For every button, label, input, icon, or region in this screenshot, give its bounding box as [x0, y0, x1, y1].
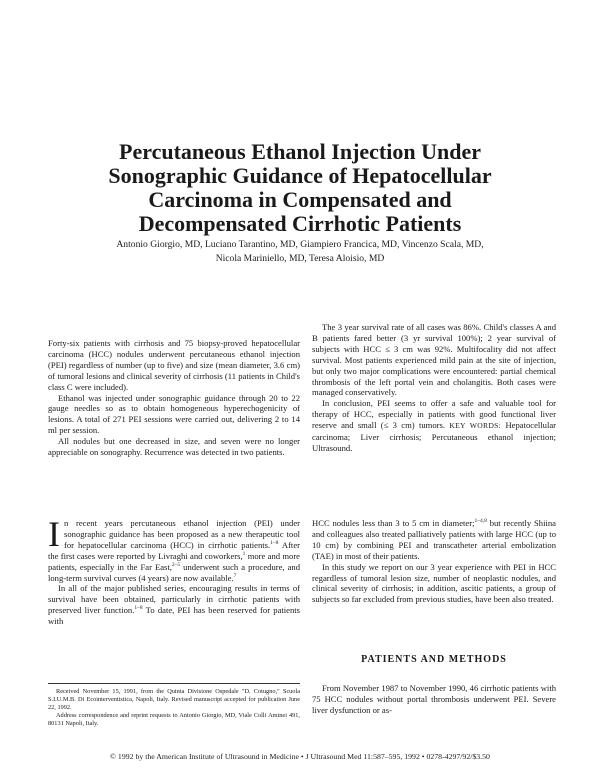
citation: 1–8: [270, 539, 279, 546]
body-text: HCC nodules less than 3 to 5 cm in diameter;: [312, 518, 475, 528]
drop-cap: I: [48, 514, 60, 554]
body-right-column: [312, 518, 556, 605]
methods-column: [312, 683, 556, 716]
section-heading: PATIENTS AND METHODS: [361, 654, 507, 665]
body-text: but recently Shiina and colleagues also treated palliatively patients with large HCC (up to 10 cm) by combining PEI and transcatheter arterial embolization (TAE) in most of their patients.: [312, 518, 556, 561]
title-line: Decompensated Cirrhotic Patients: [138, 211, 462, 236]
page-footer: © 1992 by the American Institute of Ultrasound in Medicine • J Ultrasound Med 11:587–595, 1992 • 0278-4297/92/$3.50: [110, 752, 490, 761]
keywords-text: Hepatocellular carcinoma; Liver cirrhosis; Percutaneous ethanol injection; Ultrasound.: [312, 420, 557, 453]
author-line: Nicola Mariniello, MD, Teresa Aloisio, MD: [215, 253, 385, 264]
body-text: n recent years percutaneous ethanol injection (PEI) under sonographic guidance has been proposed as a new therapeutic tool for hepatocellular carcinoma (HCC) in cirrhotic patients.: [64, 518, 300, 550]
abstract-paragraph: All nodules but one decreased in size, and seven were no longer appreciable on sonography. Recurrence was detected in two patients.: [48, 436, 300, 458]
title-line: Carcinoma in Compensated and: [148, 187, 452, 212]
abstract-left-column: [48, 338, 300, 458]
body-text: underwent such a procedure, and long-term survival curves (4 years) are now available.: [48, 561, 300, 583]
abstract-paragraph: Ethanol was injected under sonographic guidance through 20 to 22 gauge needles so as to obtain homogeneous hyperechogenicity of lesions. A total of 271 PEI sessions were carried out, delivering 2 to 14 ml per session.: [48, 392, 300, 436]
footnote: Address correspondence and reprint requests to Antonio Giorgio, MD, Viale Colli Aminei 491, 80131 Napoli, Italy.: [48, 712, 300, 727]
body-left-column: [48, 514, 301, 627]
footnotes: [48, 683, 300, 728]
title-line: Sonographic Guidance of Hepatocellular: [108, 163, 492, 188]
citation: 7: [233, 572, 237, 579]
footnote: Received November 15, 1991, from the Quinta Divisione Ospedale "D. Cotugno," Scuola S.I.U.M.B. Di Ecointerventistica, Napoli, Italy. Revised manuscript accepted for publication June 22, 1992.: [48, 688, 300, 711]
citation: 2–5: [171, 561, 181, 568]
abstract-conclusion: In conclusion, PEI seems to offer a safe and valuable tool for therapy of HCC, especially in patients with good functional liver reserve and small (≤ 3 cm) tumors.: [312, 398, 556, 431]
body-text: more and more patients, especially in the Far East,: [48, 550, 300, 572]
abstract-paragraph: The 3 year survival rate of all cases was 86%. Child's classes A and B patients fared better (3 yr survival 100%); 2 year survival of subjects with HCC ≤ 3 cm was 92%. Multifocality did not affect survival. Most patients experienced mild pain at the site of injection, but only two major complications were encountered: partial chemical thrombosis of the left portal vein and cholangitis. Both cases were managed conservatively.: [312, 322, 556, 398]
abstract-paragraph: [312, 398, 556, 454]
citation: 1–8: [134, 605, 143, 612]
citation: 1: [242, 550, 246, 557]
body-paragraph: [312, 518, 556, 562]
title-line: Percutaneous Ethanol Injection Under: [119, 139, 481, 164]
article-title: [60, 140, 540, 236]
body-paragraph: [48, 583, 300, 627]
author-line: Antonio Giorgio, MD, Luciano Tarantino, MD, Giampiero Francica, MD, Vincenzo Scala, MD,: [116, 239, 484, 250]
body-text: After the first cases were reported by Livraghi and coworkers,: [48, 539, 300, 561]
citation: 1–4,8: [474, 518, 487, 525]
abstract-right-column: [312, 322, 556, 454]
body-paragraph: [48, 514, 300, 583]
author-list: [70, 238, 530, 266]
methods-paragraph: From November 1987 to November 1990, 46 cirrhotic patients with 75 HCC nodules without portal thrombosis underwent PEI. Severe liver dysfunction or as-: [312, 683, 556, 715]
abstract-paragraph: Forty-six patients with cirrhosis and 75 biopsy-proved hepatocellular carcinoma (HCC) nodules underwent percutaneous ethanol injection (PEI) regardless of number (up to five) and size (mean diameter, 3.6 cm) of tumoral lesions and clinical severity of cirrhosis (11 patients in Child's class C were included).: [48, 338, 300, 392]
body-text: In all of the major published series, encouraging results in terms of survival have been obtained, particularly in cirrhotic patients with preserved liver function.: [48, 583, 300, 616]
body-paragraph: In this study we report on our 3 year experience with PEI in HCC regardless of tumoral lesion size, number of neoplastic nodules, and clinical severity of cirrhosis; in addition, ascitic patients, a group of subjects so far excluded from previous studies, have been also treated.: [312, 561, 556, 605]
keywords-label: KEY WORDS:: [449, 421, 502, 431]
body-text: To date, PEI has been reserved for patients with: [48, 605, 301, 627]
